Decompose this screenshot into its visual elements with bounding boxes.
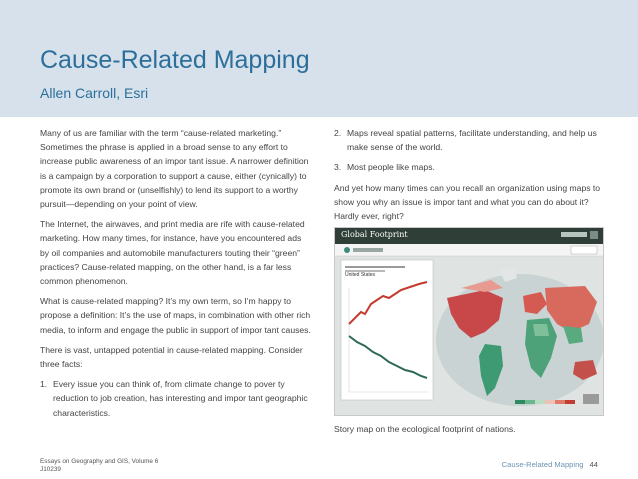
list-number: 2. [334, 128, 342, 138]
section-name: Cause-Related Mapping [501, 460, 584, 469]
author-name: Allen Carroll, Esri [40, 85, 149, 101]
panel-label: United States [345, 272, 376, 278]
page-title: Cause-Related Mapping [40, 46, 310, 74]
book-title: Essays on Geography and GIS, Volume 6 [40, 458, 159, 465]
paragraph: The Internet, the airwaves, and print media are rife with cause-related marketing. How many times, for instance, have you encountered ads by oil companies and automobile manufacturers touting their “green” practices? Cause-related mapping, on the other hand, is a far less common phenomenon. [40, 219, 305, 287]
story-map-figure [334, 227, 604, 416]
list-item [334, 160, 604, 174]
figure-title: Global Footprint [341, 230, 408, 239]
paragraph: Many of us are familiar with the term “cause-related marketing.” Sometimes the phrase is applied in a broad sense to any effort to increase public awareness of an impor tant issue. A narrower definition is a campaign by a corporation to support a cause, either (cynically) to promote its own brand or (unselfishly) to lend its support to a worthy pursuit—depending on your point of view. [40, 128, 309, 210]
list-text: Most people like maps. [347, 162, 435, 173]
paragraph: And yet how many times can you recall an organization using maps to show you why an issue is impor tant and what you can do about it? Hardly ever, right? [334, 182, 601, 222]
paragraph: What is cause-related mapping? It’s my own term, so I’m happy to propose a definition: It’s the use of maps, in combination with other rich media, to inform and engage the public in support of impor tant causes. [40, 296, 311, 335]
list-item [40, 377, 312, 420]
page-header [0, 0, 638, 117]
footer-book-info [40, 458, 158, 474]
paragraph: There is vast, untapped potential in cause-related mapping. Consider three facts: [40, 344, 303, 370]
left-column [40, 126, 312, 426]
list-item [334, 126, 604, 154]
figure-caption: Story map on the ecological footprint of nations. [334, 424, 516, 434]
list-number: 1. [40, 379, 48, 390]
page-number: 44 [589, 460, 598, 469]
list-text: Maps reveal spatial patterns, facilitate understanding, and help us make sense of the world. [347, 128, 597, 153]
story-map-screenshot [335, 228, 604, 416]
footer-section [502, 460, 598, 469]
book-code: J10239 [40, 466, 61, 473]
list-number: 3. [334, 162, 342, 173]
right-column [334, 126, 604, 229]
list-text: Every issue you can think of, from climate change to pover ty reduction to job creation, has interesting and impor tant geographic characteristics. [53, 379, 308, 418]
